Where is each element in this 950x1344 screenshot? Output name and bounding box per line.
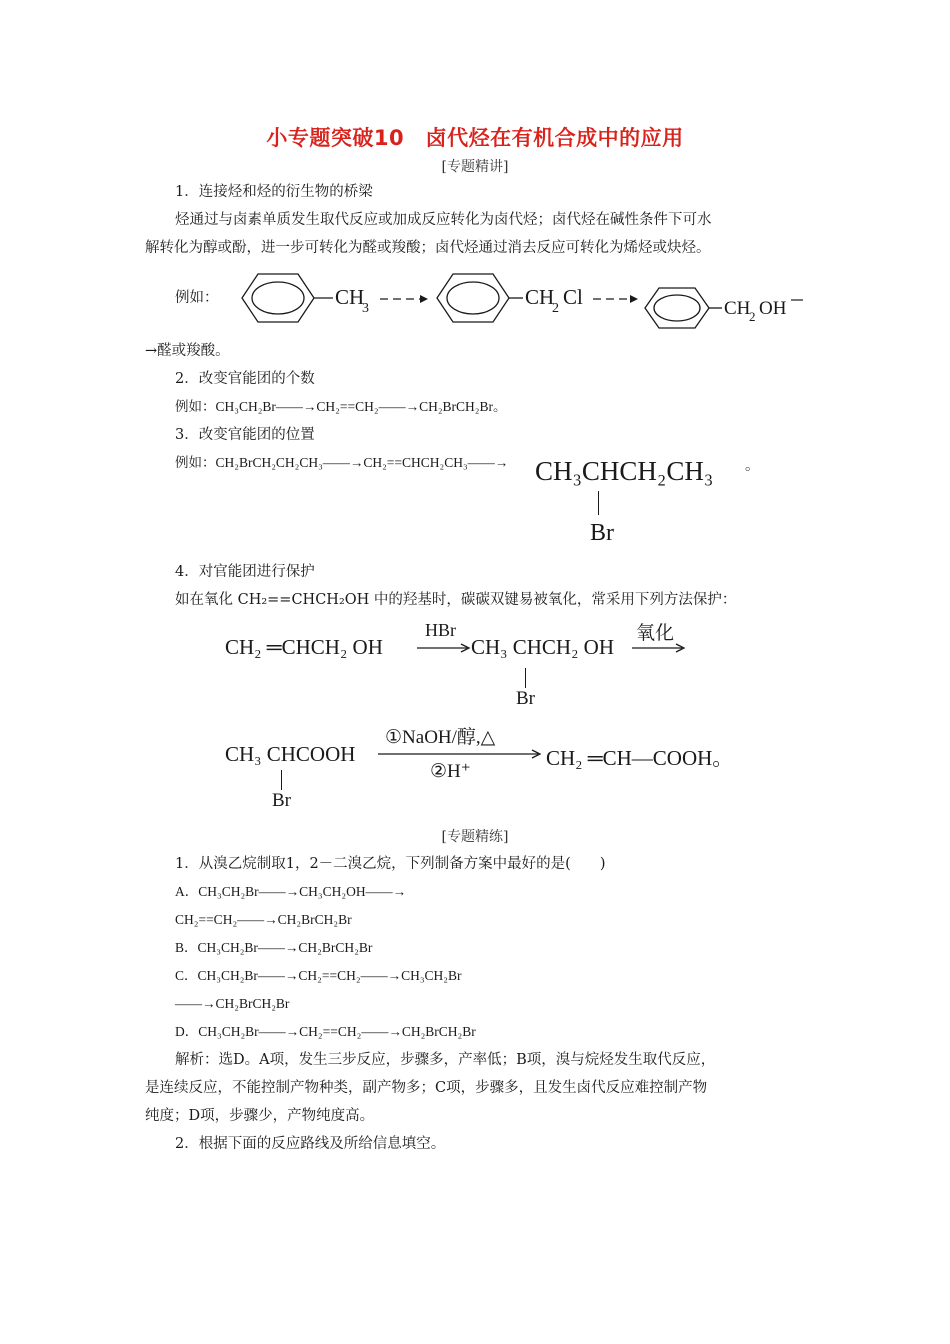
benzene-ring-3 <box>645 288 709 328</box>
point-1-line-1: 烃通过与卤素单质发生取代反应或加成反应转化为卤代烃；卤代烃在碱性条件下可水 <box>175 212 712 228</box>
point-4-line: 如在氧化 CH₂==CHCH₂OH 中的羟基时，碳碳双键易被氧化，常采用下列方法保护： <box>175 592 737 608</box>
rxn2-reactant: CH₃ CHCOOH <box>225 742 356 766</box>
rxn2-br: Br <box>272 790 291 811</box>
rxn1-reactant: CH₂ ═CHCH₂ OH <box>225 635 383 659</box>
option-c-line-1: C．CH₃CH₂Br——→CH₂==CH₂——→CH₃CH₂Br <box>175 968 462 983</box>
benzene-ring-2 <box>437 274 509 322</box>
point-3-product: CH₃CHCH₂CH₃ <box>535 456 714 486</box>
point-4-heading: 4．对官能团进行保护 <box>175 564 315 580</box>
option-a-line-2: CH₂==CH₂——→CH₂BrCH₂Br <box>175 912 352 927</box>
section-heading-practice: [专题精练] <box>441 829 509 845</box>
option-a-line-1: A．CH₃CH₂Br——→CH₃CH₂OH——→ <box>175 884 407 899</box>
benzyl-alcohol-oh: OH <box>759 298 787 319</box>
rxn1-arrow-1 <box>415 642 475 654</box>
benzyl-chloride-cl: Cl <box>563 285 583 309</box>
benzyl-chloride-sub: 2 <box>552 301 559 316</box>
rxn2-product: CH₂ ═CH—COOH。 <box>546 746 734 770</box>
rxn1-reagent-hbr: HBr <box>425 620 456 640</box>
rxn2-bond-line <box>281 770 282 790</box>
benzyl-chloride-ch: CH <box>525 285 555 309</box>
rxn2-condition-top: ①NaOH/醇,△ <box>385 727 496 748</box>
rxn1-intermediate: CH₃ CHCH₂ OH <box>471 635 614 659</box>
rxn1-bond-line <box>525 668 526 688</box>
question-1: 1．从溴乙烷制取1，2－二溴乙烷，下列制备方案中最好的是( ) <box>175 856 606 872</box>
example-tail: →醛或羧酸。 <box>145 343 230 359</box>
answer-line-2: 是连续反应，不能控制产物种类，副产物多；C项，步骤多，且发生卤代反应难控制产物 <box>145 1080 708 1096</box>
rxn1-arrow-2 <box>630 642 690 654</box>
page-title: 小专题突破10 卤代烃在有机合成中的应用 <box>266 126 684 150</box>
option-c-line-2: ——→CH₂BrCH₂Br <box>175 996 290 1011</box>
answer-line-3: 纯度；D项，步骤少，产物纯度高。 <box>145 1108 375 1124</box>
rxn1-br: Br <box>516 688 535 709</box>
point-2-heading: 2．改变官能团的个数 <box>175 371 315 387</box>
rxn2-arrow <box>376 748 546 760</box>
point-3-heading: 3．改变官能团的位置 <box>175 427 315 443</box>
point-3-product-br: Br <box>590 520 614 546</box>
point-1-line-2: 解转化为醇或酚，进一步可转化为醛或羧酸；卤代烃通过消去反应可转化为烯烃或炔烃。 <box>145 240 711 256</box>
toluene-ch: CH <box>335 285 365 309</box>
point-1-heading: 1．连接烃和烃的衍生物的桥梁 <box>175 184 373 200</box>
benzyl-alcohol-ch: CH <box>724 298 751 319</box>
option-b: B．CH₃CH₂Br——→CH₂BrCH₂Br <box>175 940 373 955</box>
point-3-example: 例如：CH₂BrCH₂CH₂CH₃——→CH₂==CHCH₂CH₃——→ <box>175 455 509 470</box>
example-label: 例如： <box>175 290 219 306</box>
benzene-ring-1 <box>242 274 314 322</box>
toluene-sub: 3 <box>362 301 369 316</box>
point-2-example: 例如：CH₃CH₂Br——→CH₂==CH₂——→CH₂BrCH₂Br。 <box>175 399 507 414</box>
answer-line-1: 解析：选D。A项，发生三步反应，步骤多，产率低；B项，溴与烷烃发生取代反应， <box>175 1052 716 1068</box>
benzyl-alcohol-sub: 2 <box>749 309 756 324</box>
section-heading-lecture: [专题精讲] <box>441 159 509 175</box>
point-3-end: 。 <box>745 458 760 474</box>
option-d: D．CH₃CH₂Br——→CH₂==CH₂——→CH₂BrCH₂Br <box>175 1024 476 1039</box>
rxn2-condition-bottom: ②H⁺ <box>430 761 471 782</box>
product-bond-line <box>598 491 599 515</box>
rxn1-oxidize: 氧化 <box>636 622 675 644</box>
benzene-conversion-scheme <box>225 268 825 332</box>
question-2: 2．根据下面的反应路线及所给信息填空。 <box>175 1136 446 1152</box>
